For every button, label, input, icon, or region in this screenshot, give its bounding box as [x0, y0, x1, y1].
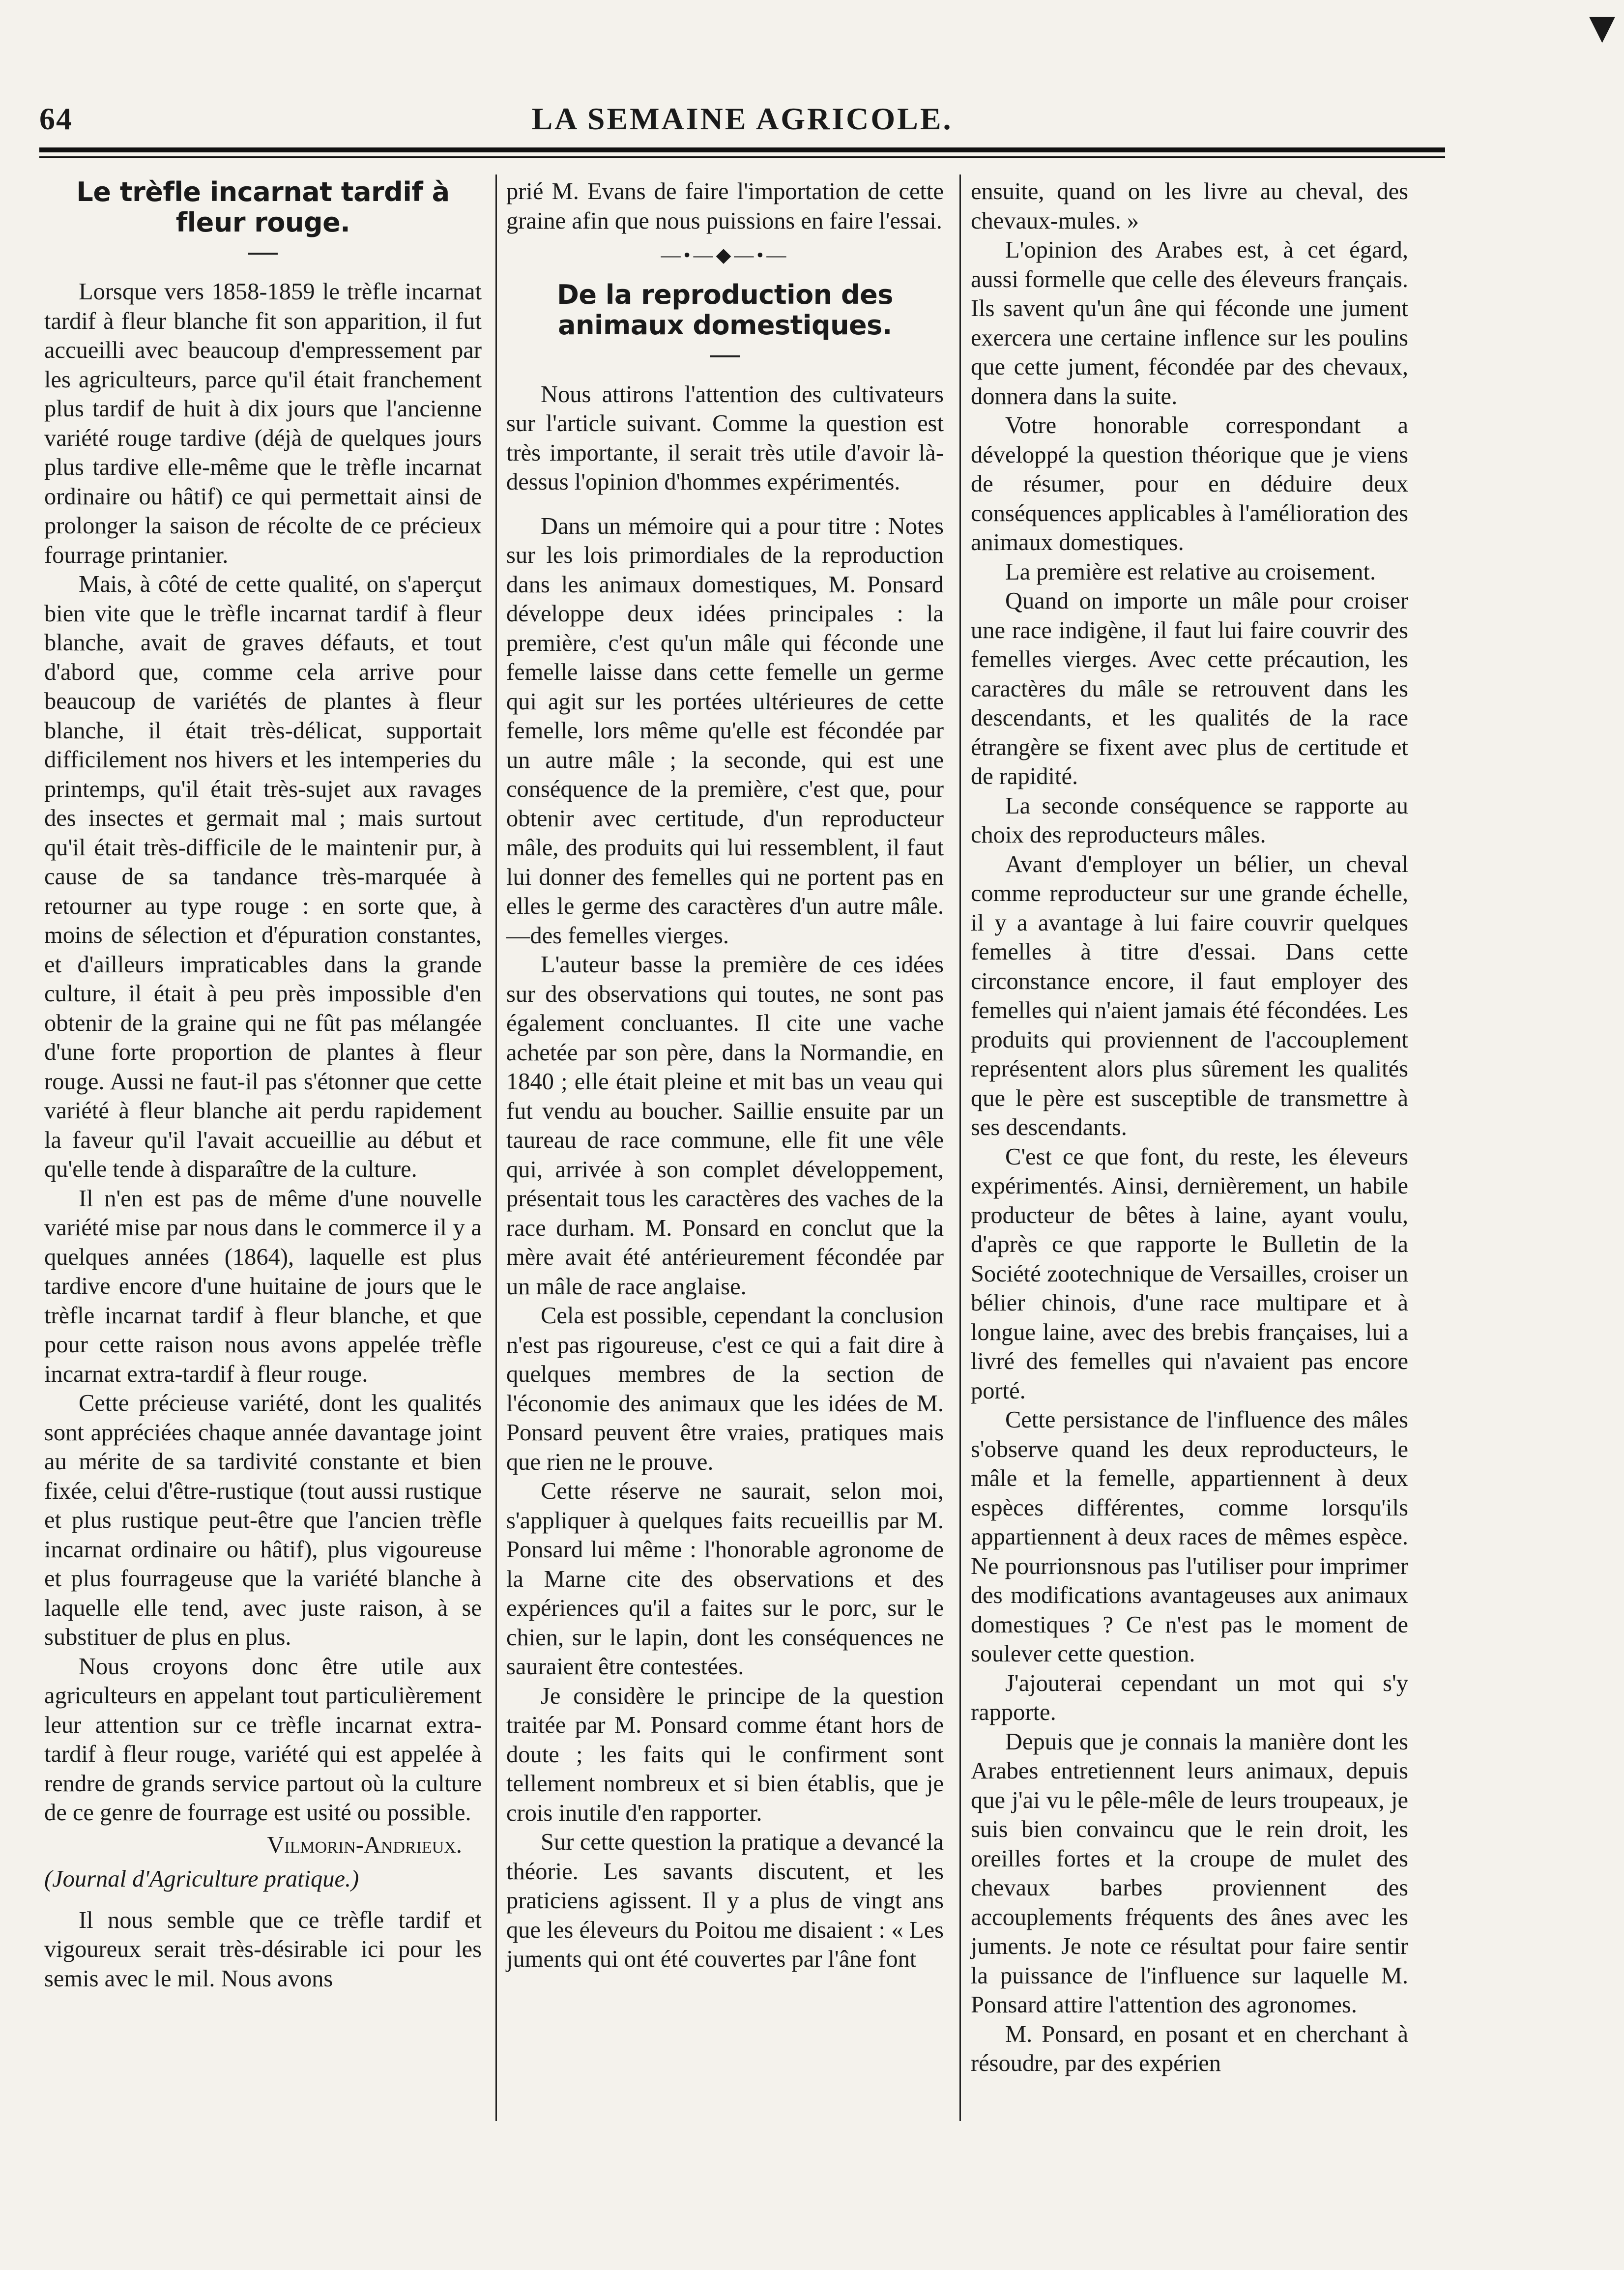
paragraph: La seconde conséquence se rapporte au choix des reproducteurs mâles. [971, 792, 1408, 848]
paragraph: ensuite, quand on les livre au cheval, des chevaux-mules. » [971, 178, 1408, 234]
journal-title: LA SEMAINE AGRICOLE. [531, 101, 953, 136]
paragraph: Avant d'employer un bélier, un cheval comme reproducteur sur une grande échelle, il y a avantage à lui faire couvrir quelques femelles à titre d'essai. Dans cette circonstance encore, il faut employer des femelles qui n'aient jamais été fécondées. Les produits qui proviennent de l'accouplement représentent alors plus sûrement les qualités que le père est susceptible de transmettre à ses descendants. [971, 851, 1408, 1140]
paragraph: Cette réserve ne saurait, selon moi, s'appliquer à quelques faits recueillis par M. Ponsard lui même : l'honorable agronome de la Marne cite des observations et des expériences qu'il a faites sur le porc, sur le chien, sur le lapin, dont les conséquences ne sauraient être contestées. [506, 1478, 944, 1680]
paragraph: Nous croyons donc être utile aux agriculteurs en appelant tout particulièrement leur attention sur ce trèfle incarnat extra-tardif à fleur rouge, variété qui est appelée à rendre de grands service partout où la culture de ce genre de fourrage est usité ou possible. [44, 1653, 482, 1826]
paragraph: Nous attirons l'attention des cultivateurs sur l'article suivant. Comme la question est très importante, il serait très utile d'avoir là-dessus l'opinion d'hommes expérimentés. [506, 381, 944, 495]
column-divider [959, 175, 961, 2121]
page-header [39, 101, 1445, 150]
paragraph: L'opinion des Arabes est, à cet égard, aussi formelle que celle des éleveurs français. Ils savent qu'un âne qui féconde une jument exercera une certaine inflence sur les poulins que cette jument, fécondée par des chevaux, donnera dans la suite. [971, 237, 1408, 409]
paragraph: Depuis que je connais la manière dont les Arabes entretiennent leurs animaux, depuis que j'ai vu le pêle-mêle de leurs troupeaux, je suis bien convaincu que le rein droit, les oreilles fortes et la croupe de mulet des chevaux barbes proviennent des accouplements fréquents des ânes avec les juments. Je note ce résultat pour faire sentir la puissance de l'influence sur laquelle M. Ponsard attire l'attention des agronomes. [971, 1728, 1408, 2018]
paragraph: Je considère le principe de la question traitée par M. Ponsard comme étant hors de doute ; les faits qui le confirment sont tellement nombreux et si bien établis, que je crois inutile d'en rapporter. [506, 1683, 944, 1826]
paragraph: Lorsque vers 1858-1859 le trèfle incarnat tardif à fleur blanche fit son apparition, il fut accueilli avec beaucoup d'empressement par les agriculteurs, parce qu'il était franchement plus tardif de huit à dix jours que l'ancienne variété rouge tardive (déjà de quelques jours plus tardive elle-même que le trèfle incarnat ordinaire ou hâtif) ce qui permettait ainsi de prolonger la saison de récolte de ce précieux fourrage printanier. [44, 279, 482, 568]
source-citation: (Journal d'Agriculture pratique.) [44, 1866, 359, 1892]
column-1 [44, 177, 482, 2143]
paragraph: Cette précieuse variété, dont les qualités sont appréciées chaque année davantage joint au mérite de sa tardivité constante et bien fixée, celui d'être-rustique (tout aussi rustique et plus rustique peut-être que l'ancien trèfle incarnat ordinaire ou hâtif), plus vigoureuse et plus fourrageuse que la variété blanche à laquelle elle tend, avec juste raison, à se substituer de plus en plus. [44, 1390, 482, 1650]
article-title: De la reproduction des animaux domestiques. [557, 279, 893, 341]
paragraph: C'est ce que font, du reste, les éleveurs expérimentés. Ainsi, dernièrement, un habile producteur de bêtes à laine, ayant voulu, d'après ce que rapporte le Bulletin de la Société zootechnique de Versailles, croiser un bélier chinois, d'une race multipare et à longue laine, avec des brebis françaises, lui a livré des femelles qui n'avaient pas encore porté. [971, 1143, 1408, 1404]
title-dash [710, 355, 740, 357]
paragraph: Cela est possible, cependant la conclusion n'est pas rigoureuse, c'est ce qui a fait dire à quelques membres de la section de l'économie des animaux que les idées de M. Ponsard peuvent être vraies, pratiques mais que rien ne le prouve. [506, 1303, 944, 1475]
column-divider [495, 175, 497, 2121]
paragraph: Sur cette question la pratique a devancé la théorie. Les savants discutent, et les praticiens agissent. Il y a plus de vingt ans que les éleveurs du Poitou me disaient : « Les juments qui ont été couvertes par l'âne font [506, 1829, 944, 1972]
corner-mark: ▼ [1580, 3, 1624, 52]
paragraph: L'auteur basse la première de ces idées sur des observations qui toutes, ne sont pas également concluantes. Il cite une vache achetée par son père, dans la Normandie, en 1840 ; elle était pleine et mit bas un veau qui fut vendu au boucher. Saillie ensuite par un taureau de race commune, elle fit une vêle qui, arrivée à son complet développement, présentait tous les caractères des vaches de la race durham. M. Ponsard en conclut que la mère avait été antérieurement fécondée par un mâle de race anglaise. [506, 952, 944, 1300]
paragraph: Votre honorable correspondant a développé la question théorique que je viens de résumer, pour en déduire deux conséquences applicables à l'amélioration des animaux domestiques. [971, 412, 1408, 555]
header-rule-thick [39, 147, 1445, 152]
column-2 [506, 177, 944, 2143]
spacer [506, 497, 944, 512]
title-dash [248, 253, 278, 255]
editor-note: Il nous semble que ce trèfle tardif et vigoureux serait très-désirable ici pour les semis avec le mil. Nous avons [44, 1907, 482, 1992]
page-number: 64 [39, 101, 73, 136]
paragraph: Dans un mémoire qui a pour titre : Notes sur les lois primordiales de la reproduction dans les animaux domestiques, M. Ponsard développe deux idées principales : la première, c'est qu'un mâle qui féconde une femelle laisse dans cette femelle un germe qui agit sur les portées ultérieures de cette femelle, lors même qu'elle est fécondée par un autre mâle ; la seconde, qui est une conséquence de la première, c'est que, pour obtenir avec certitude, d'un reproducteur mâle, des produits qui lui ressemblent, il faut lui donner des femelles qui ne portent pas en elles le germe des caractères d'un autre mâle.—des femelles vierges. [506, 513, 944, 949]
paragraph: Il n'en est pas de même d'une nouvelle variété mise par nous dans le commerce il y a quelques années (1864), laquelle est plus tardive encore d'une huitaine de jours que le trèfle incarnat tardif à fleur blanche, et que pour cette raison nous avons appelée trèfle incarnat extra-tardif à fleur rouge. [44, 1185, 482, 1387]
paragraph: Cette persistance de l'influence des mâles s'observe quand les deux reproducteurs, le mâle et la femelle, appartiennent à deux espèces différentes, comme lorsqu'ils appartiennent à deux races de mêmes espèce. Ne pourrionsnous pas l'utiliser pour imprimer des modifications avantageuses aux animaux domestiques ? Ce n'est pas le moment de soulever cette question. [971, 1407, 1408, 1667]
paragraph: Quand on importe un mâle pour croiser une race indigène, il faut lui faire couvrir des femelles vierges. Avec cette précaution, les caractères du mâle se retrouvent dans les descendants, et les qualités de la race étrangère se fixent avec plus de certitude et de rapidité. [971, 588, 1408, 789]
header-rule-thin [39, 156, 1445, 158]
article-title: Le trèfle incarnat tardif à fleur rouge. [76, 176, 450, 238]
signature: Vilmorin-Andrieux. [267, 1832, 462, 1858]
paragraph: Mais, à côté de cette qualité, on s'aperçut bien vite que le trèfle incarnat tardif à fleur blanche, avait de graves défauts, et tout d'abord que, comme cela arrive pour beaucoup de variétés de plantes à fleur blanche, il était très-délicat, supportait difficilement nos hivers et les intemperies du printemps, qu'il était très-sujet aux ravages des insectes et germait mal ; mais surtout qu'il était très-difficile de le maintenir pur, à cause de sa tandance très-marquée à retourner au type rouge : en sorte que, à moins de sélection et d'épuration constantes, et d'ailleurs impraticables dans la grande culture, il était à peu près impossible d'en obtenir de la graine qui ne fût pas mélangée d'une forte proportion de plantes à fleur rouge. Aussi ne faut-il pas s'étonner que cette variété à fleur blanche ait perdu rapidement la faveur qu'il l'avait accueillie au début et qu'elle tende à disparaître de la culture. [44, 571, 482, 1182]
paragraph: La première est relative au croisement. [1005, 558, 1376, 585]
paragraph: J'ajouterai cependant un mot qui s'y rapporte. [971, 1670, 1408, 1725]
section-ornament: —•—◆—•— [661, 244, 789, 266]
column-3 [971, 177, 1408, 2143]
continuation-paragraph: prié M. Evans de faire l'importation de cette graine afin que nous puissions en faire l'essai. [506, 178, 944, 234]
paragraph: M. Ponsard, en posant et en cherchant à résoudre, par des expérien [971, 2021, 1408, 2076]
